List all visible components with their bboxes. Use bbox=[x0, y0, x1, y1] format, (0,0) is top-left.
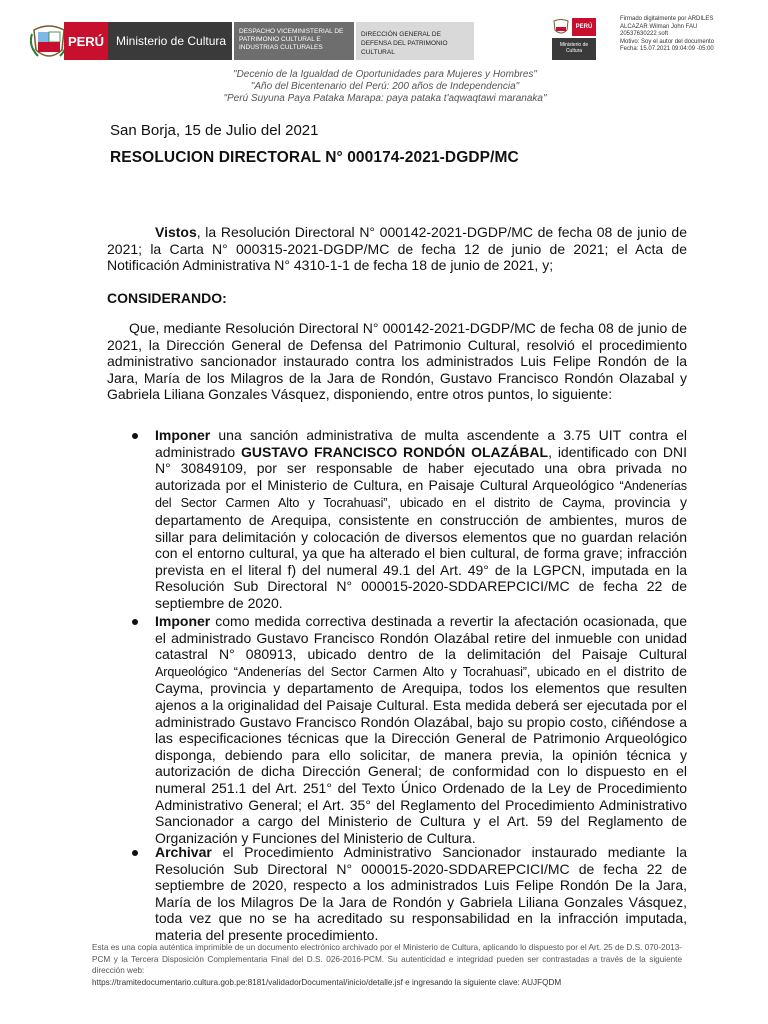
bullet-text: como medida correctiva destinada a revertir la afectación ocasionada, que el administrado Gustavo Francisco Rondón Olazábal retire del inmueble con unidad catastral N° 080913, ubicado dentro de la delimitación del Paisaje Cultural bbox=[155, 613, 687, 663]
quoted-location: Arqueológico “Andenerías del Sector Carmen Alto y Tocrahuasi”, ubicado en el bbox=[155, 664, 617, 679]
considerando-heading: CONSIDERANDO: bbox=[107, 290, 227, 306]
document-title: RESOLUCION DIRECTORAL N° 000174-2021-DGDP/MC bbox=[110, 149, 519, 166]
signature-line: ALCAZAR Wilman John FAU bbox=[620, 23, 698, 30]
quoted-location: “Andenerías del Sector Carmen Alto y Tocrahuasi”, ubicado en el distrito de Cayma, bbox=[155, 478, 687, 511]
peru-label: PERÚ bbox=[64, 22, 108, 60]
document-date: San Borja, 15 de Julio del 2021 bbox=[110, 122, 319, 139]
mini-peru-label: PERÚ bbox=[572, 18, 596, 36]
signature-line: 20537630222 soft bbox=[620, 31, 669, 37]
que-paragraph: Que, mediante Resolución Directoral N° 000142-2021-DGDP/MC de fecha 08 de junio de 2021, la Dirección General de Defensa del Patrimonio Cultural, resolvió el procedimiento administrativo sancionador instaurado contra los administrados Luis Felipe Rondón de la Jara, María de los Milagros de la Jara de Rondón, Gustavo Francisco Rondón Olazabal y Gabriela Liliana Gonzales Vásquez, disponiendo, entre otros puntos, lo siguiente: bbox=[107, 320, 687, 403]
validation-url: https://tramitedocumentario.cultura.gob.pe:8181/validadorDocumental/inicio/detalle.jsf e ingresando la siguiente clave: AUJFQDM bbox=[92, 977, 562, 987]
vistos-label: Vistos bbox=[155, 224, 197, 240]
peru-coat-of-arms-icon bbox=[30, 22, 68, 64]
signature-line: Fecha: 15.07.2021 09:04:09 -05:00 bbox=[620, 46, 714, 52]
administrado-name: GUSTAVO FRANCISCO RONDÓN OLAZÁBAL bbox=[241, 443, 549, 460]
vistos-text: , la Resolución Directoral N° 000142-2021-DGDP/MC de fecha 08 de junio de 2021; la Carta N° 000315-2021-DGDP/MC de fecha 12 de junio de 2021; el Acta de Notificación Administrativa N° 4310-1-1 de fecha 18 de junio de 2021, y; bbox=[107, 224, 687, 274]
motto-line: "Decenio de la Igualdad de Oportunidades para Mujeres y Hombres" bbox=[233, 69, 537, 80]
ministry-label: Ministerio de Cultura bbox=[108, 22, 232, 60]
bullet bbox=[132, 850, 138, 856]
vice-ministry-label: DESPACHO VICEMINISTERIAL DE PATRIMONIO CULTURAL E INDUSTRIAS CULTURALES bbox=[234, 22, 354, 60]
mini-ministry-label: Ministerio de Cultura bbox=[552, 38, 596, 60]
bullet-item-imponer-medida bbox=[155, 613, 687, 846]
bullet-text: una sanción administrativa de multa ascendente a 3.75 UIT contra el administrado bbox=[155, 427, 687, 460]
mini-shield-icon bbox=[552, 18, 570, 36]
bullet-keyword: Imponer bbox=[155, 613, 211, 629]
bullet-text: provincia y departamento de Arequipa, consistente en construcción de ambientes, muros de sillar para delimitación y colocación de diversos elementos que no guardan relación con el entorno cultural, ya que ha alterado el bien cultural, de forma grave; infracción prevista en el literal f) del numeral 49.1 del Art. 49° de la LGPCN, imputada en la Resolución Sub Directoral N° 000015-2020-SDDAREPCICI/MC de fecha 22 de septiembre de 2020. bbox=[155, 494, 687, 611]
authenticity-footer bbox=[92, 942, 682, 988]
footer-text: Esta es una copia auténtica imprimible de un documento electrónico archivado por el Ministerio de Cultura, aplicando lo dispuesto por el Art. 25 de D.S. 070-2013-PCM y la Tercera Disposición Complementaria Final del D.S. 026-2016-PCM. Su autenticidad e integridad pueden ser contrastadas a través de la siguiente dirección web: bbox=[92, 943, 682, 975]
digital-signature bbox=[620, 16, 765, 54]
signature-line: Motivo: Soy el autor del documento bbox=[620, 38, 715, 45]
bullet-keyword: Imponer bbox=[155, 427, 211, 443]
motto-line: "Perú Suyuna Paya Pataka Marapa: paya pataka t'aqwaqtawi maranaka" bbox=[223, 93, 547, 104]
motto-line: "Año del Bicentenario del Perú: 200 años de Independencia" bbox=[250, 81, 520, 92]
bullet-keyword: Archivar bbox=[155, 844, 212, 860]
signature-logo bbox=[548, 18, 600, 60]
vistos-paragraph bbox=[107, 224, 687, 274]
signature-line: Firmado digitalmente por ARDILES bbox=[620, 16, 714, 22]
bullet-text: , identificado con DNI N° 30849109, por ser responsable de haber ejecutado una obra privada no autorizada por el Ministerio de Cultura, en Paisaje Cultural Arqueológico bbox=[155, 443, 688, 493]
bullet-item-imponer-sancion bbox=[155, 427, 687, 612]
bullet bbox=[132, 433, 138, 439]
bullet-item-archivar bbox=[155, 844, 687, 944]
bullet bbox=[132, 619, 138, 625]
bullet-text: el Procedimiento Administrativo Sancionador instaurado mediante la Resolución Sub Directoral N° 000015-2020-SDDAREPCICI/MC de fecha 22 de septiembre de 2020, respecto a los administrados Luis Felipe Rondón De la Jara, María de los Milagros De la Jara de Rondón y Gabriela Liliana Gonzales Vásquez, toda vez que no se ha acreditado su responsabilidad en la infracción imputada, materia del presente procedimiento. bbox=[155, 844, 687, 943]
mottos bbox=[150, 69, 620, 105]
bullet-text: distrito de Cayma, provincia y departamento de Arequipa, todos los elementos que resulten ajenos a la originalidad del Paisaje Cultural. Esta medida deberá ser ejecutada por el administrado Gustavo Francisco Rondón Olazábal, bajo su propio costo, ciñéndose a las especificaciones técnicas que la Dirección General de Patrimonio Arqueológico disponga, debiendo para ello solicitar, de manera previa, la opinión técnica y autorización de dicha Dirección General; de conformidad con lo dispuesto en el numeral 251.1 del Art. 251° del Texto Único Ordenado de la Ley de Procedimiento Administrativo General; el Art. 35° del Reglamento del Procedimiento Administrativo Sancionador a cargo del Ministerio de Cultura y el Art. 59 del Reglamento de Organización y Funciones del Ministerio de Cultura. bbox=[155, 662, 687, 846]
directorate-label: DIRECCIÓN GENERAL DE DEFENSA DEL PATRIMONIO CULTURAL bbox=[356, 22, 474, 60]
